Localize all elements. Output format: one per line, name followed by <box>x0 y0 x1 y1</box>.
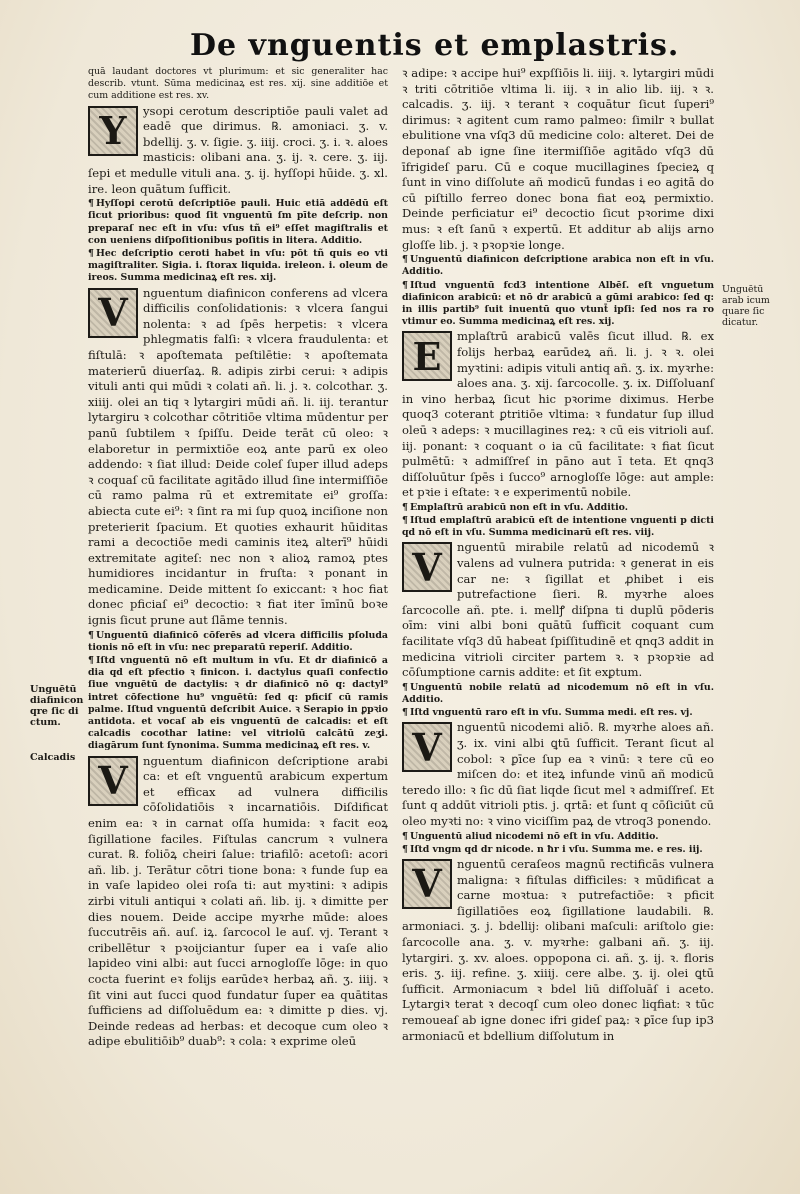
paragraph-text: Iſtd vnguentū nō eſt multum in vſu. Et dr diafinicō a dia qd eſt pfectio ꝛ finicon. i. dactylus quaſi confectio ſiue vnguētū de dactylis: ꝛ dr diafinicō nō q: dactyl⁹ intret cōfectione hu⁹ vnguētū: ſed q: pficiſ cū ramis palme. Iſtud vnguentū deſcribit Auice. ꝛ Serapio in ꝑpꝛio antidota. et vocaſ ab eis vnguentū de calcadis: et eſt calcadis cocothar latine: vel vitriolū calcātū zeʒi. diagārum ſunt ſynonima. Summa medicinaꝝ eſt res. v. <box>88 655 388 752</box>
decorated-initial: Y <box>88 106 138 156</box>
paragraph-with-initial <box>402 857 714 1044</box>
paragraph-with-initial <box>88 754 388 1050</box>
paragraph-text: mplaſtrū arabicū valēs ſicut illud. ℞. ex folijs herbaꝝ earūdeꝝ añ. li. j. ꝛ ꝛ. olei myꝛtini: adipis vituli antiq añ. ʒ. ix. myꝛrhe: aloes ana. ʒ. xij. ſarcocolle. ʒ. ix. Diſſoluanſ in vino herbaꝝ ſicut hic pꝛorime diximus. Herbe quoq3 coterant ꝑtritiōe vltima: ꝛ fundatur ſup illud oleū ꝛ adeps: ꝛ mucillagines reꝝ: ꝛ cū eis vitrioli auſ. iij. ponant: ꝛ coquant o ia cū facilitate: ꝛ fiat ſicut pulmētū: ꝛ admiſſreſ in pāno aut ī teta. Et qnq3 diſſoluūtur ſpēs i ſucco⁹ arnogloſſe lōge: aut ample: et pꝛie i eſtate: ꝛ e experimentū nobile. <box>402 329 714 500</box>
decorated-initial: V <box>402 722 452 772</box>
rubric-note <box>402 502 714 514</box>
paragraph-text: ysopi cerotum descriptiōe pauli valet ad eadē que dirimus. ℞. amoniaci. ʒ. v. bdellij. ʒ. v. ſigie. ʒ. iiij. croci. ʒ. i. ꝛ. aloes masticis: olibani ana. ʒ. ij. ꝛ. cere. ʒ. iij. ſepi et medulle vituli ana. ʒ. ij. hyſſopi hūide. ʒ. xl. ire. leon quātum ſufficit. <box>88 103 388 196</box>
paragraph-with-initial <box>402 329 714 501</box>
paragraph <box>88 66 388 103</box>
paragraph-text: nguentum diafinicon deſcriptione arabi ca: et eſt vnguentū arabicum expertum et efficax ad vulnera difficilis cōſolidatiōis ꝛ incarnatiōis. Diſdificat enim ea: ꝛ in carnat oſſa humida: ꝛ facit eoꝝ ſigillatione faciles. Fiſtulas cancrum ꝛ vulnera curat. ℞. foliōꝝ cheiri ſalue: triafilō: acetoſi: acori añ. lib. j. Terātur cōtri tione bona: ꝛ funde ſup ea in vaſe lapideo olei roſa ti: aut myꝛtini: ꝛ adipis zirbi vituli antiqui ꝛ colati añ. lib. ij. ꝛ dimitte per dies nouem. Deide accipe myꝛrhe mūde: aloes ſuccutrēis añ. auſ. iꝝ. ſarcocol le auſ. vj. Terant ꝛ cribellētur ꝛ pꝛoijciantur ſuper ea i vaſe alio lapideo vini albi: aut ſucci arnogloſſe lōge: in quo cocta fuerint eꝛ folijs earūdeꝛ herbaꝝ añ. ʒ. iiij. ꝛ ſit vini aut ſucci quod fundatur ſuper ea quātitas ſufficiens ad diſſoluēdum ea: ꝛ dimitte p dies. vj. Deinde redeas ad herbas: et decoque cum oleo ꝛ adipe ebulitiōib⁹ duab⁹: ꝛ cola: ꝛ exprime oleū <box>88 753 388 1049</box>
decorated-initial: V <box>88 756 138 806</box>
page-title: De vnguentis et emplastris. <box>190 28 680 63</box>
rubric-note <box>402 254 714 278</box>
decorated-initial: V <box>402 542 452 592</box>
paragraph-text: quā laudant doctores vt plurimum: et sic generaliter hac describ. vtunt. Sūma medicinaꝝ est res. xij. sine additiōe et cum additione est res. xv. <box>88 66 388 102</box>
right-column <box>402 66 714 1166</box>
paragraph-text: ꝛ adipe: ꝛ accipe hui⁹ expſſiōis li. iiij. ꝛ. lytargiri mūdi ꝛ triti cōtritiōe vltima li. iij. ꝛ in alio lib. iij. ꝛ ꝛ. calcadis. ʒ. iij. ꝛ terant ꝛ coquātur ſicut ſuperi⁹ dirimus: ꝛ agitent cum ramo palmeo: ſimilr ꝛ bullat ebulitione vna vſq3 dū medicine colo: alteret. Dei de deponaſ ab igne ſine itermiſſiōe agitādo vſq3 dū īfrigideſ paru. Cū e coque mucillagines ſpecieꝝ q ſunt in vino diſſolute añ modicū fundas i eo agitā do cū piſtillo ferreo donec bona fiat eoꝝ permixtio. Deinde perficiatur ei⁹ decoctio ſicut pꝛorime dixi mus: ꝛ eſt ſanū ꝛ expertū. Et additur ab alijs arno gloſſe lib. j. ꝛ pꝛopꝛie longe. <box>402 66 714 252</box>
paragraph-text: nguentū ceraſeos magnū rectificās vulnera maligna: ꝛ fiſtulas difficiles: ꝛ mūdificat a carne moꝛtua: ꝛ putrefactiōe: ꝛ pficit ſigillatiōes eoꝝ ſigillatione laudabili. ℞. armoniaci. ʒ. j. bdellij: olibani maſculi: ariſtolo gie: ſarcocolle ana. ʒ. v. myꝛrhe: galbani añ. ʒ. iij. lytargiri. ʒ. xv. aloes. oppopona ci. añ. ʒ. ij. ꝛ. floris eris. ʒ. iij. refine. ʒ. xiiij. cere albe. ʒ. ij. olei ꝗtū ſufficit. Armoniacum ꝛ bdel liū diſſoluāſ i aceto. Lytargiꝛ terat ꝛ decoqſ cum oleo donec liqfiat: ꝛ tūc remoueaſ ab igne donec ifri gideſ paꝝ: ꝛ ꝑīce ſup ip3 armoniacū et bdellium diſſolutum in <box>402 857 714 1043</box>
rubric-note <box>88 655 388 753</box>
rubric-note <box>402 515 714 539</box>
rubric-note <box>88 630 388 654</box>
paragraph-text: Unguentū nobile relatū ad nicodemum nō eſt in vſu. Additio. <box>402 681 714 706</box>
rubric-note <box>88 248 388 285</box>
paragraph-with-initial <box>88 286 388 629</box>
paragraph-text: Iſtd vnguentū raro eſt in vſu. Summa medi. eſt res. vj. <box>409 707 693 719</box>
left-column <box>88 66 388 1166</box>
paragraph-with-initial <box>88 104 388 198</box>
paragraph-text: Hec deſcriptio ceroti habet in vſu: pōt tñ quis eo vti magiſtraliter. Sigia. i. ſtorax liquida. ireleon. i. oleum de ireos. Summa medicinaꝝ eſt res. xij. <box>88 247 388 284</box>
rubric-note <box>88 198 388 247</box>
rubric-note <box>402 707 714 719</box>
margin-note: Calcadis <box>30 752 76 763</box>
rubric-note <box>402 844 714 856</box>
paragraph-text: Unguentū diafinicō cōferēs ad vlcera difficilis pſoluda tionis nō eſt in vſu: nec preparatū reperiſ. Additio. <box>88 629 388 653</box>
paragraph-text: Emplaſtrū arabicū non eſt in vſu. Additio. <box>409 501 628 513</box>
paragraph-text: Iſtud vnguentū fcd3 intentione Albēſ. eſt vnguetum diafinicon arabicū: et nō dr arabicū a gūmi arabico: ſed q: in illis partib⁹ ſuit inuentū quo vtunt̄ ipſi: ſed nos ra ro vtimur eo. Summa medicinaꝝ eſt res. xij. <box>402 279 714 328</box>
paragraph-text: Unguentū diafinicon deſcriptione arabica non eſt in vſu. Additio. <box>402 254 714 278</box>
decorated-initial: V <box>88 288 138 338</box>
rubric-note <box>402 831 714 843</box>
rubric-note <box>402 682 714 706</box>
paragraph-with-initial <box>402 540 714 680</box>
paragraph-text: Hyſſopi cerotū deſcriptiōe pauli. Huic etiā addēdū eſt ſicut prioribus: quod ſit vnguentū ſm pīte deſcrip. non preparaſ nec eſt in vſu: vſus tñ ei⁹ eſſet magiſtralis et con ueniens diſpoſitionibus poſitis in litera. Additio. <box>88 198 388 246</box>
decorated-initial: E <box>402 331 452 381</box>
paragraph <box>402 66 714 253</box>
paragraph-text: nguentū mirabile relatū ad nicodemū ꝛ valens ad vulnera putrida: ꝛ generat in eis car ne: ꝛ ſigillat et ꝓhibet i eis putrefactione ſieri. ℞. myꝛrhe aloes ſarcocolle añ. pte. i. mellꝭ diſpna ti duplū pōderis oīm: vini albi boni quātū ſufficit coquant cum facilitate vſq3 dū habeat ſpiſſitudinē et qnq3 addit in medicina vitrioli circiter partem ꝛ. ꝛ pꝛopꝛie ad cōſumptione carnis addite: et ſit exꝑtum. <box>402 540 714 680</box>
rubric-note <box>402 280 714 329</box>
margin-note: Unguētū arab icum quare ſic dicatur. <box>722 284 770 328</box>
paragraph-text: nguentum diafinicon conferens ad vlcera difficilis conſolidationis: ꝛ vlcera ſangui nolenta: ꝛ ad ſpēs herpetis: ꝛ vlcera phlegmatis falſi: ꝛ vlcera fraudulenta: et fiſtulā: ꝛ apoſtemata peſtilētie: ꝛ apoſtemata materierū diuerſaꝝ. ℞. adipis zirbi cerui: ꝛ adipis vituli anti qui mūdi ꝛ colati añ. li. j. ꝛ. colcothar. ʒ. xiiij. olei an tiq ꝛ lytargiri mūdi añ. li. iij. terantur lytargiru ꝛ colcothar cōtritiōe vltima mūdentur per panū ſubtilem ꝛ ſpiſſu. Deide terāt cū oleo: ꝛ elaboretur in permixtiōe eoꝝ ante parū ex oleo addendo: ꝛ ſiat illud: Deide coleſ ſuper illud adeps ꝛ coquaſ cū facilitate agitādo illud ſine intermiſſiōe cū ramo palma rū et extremitate ei⁹ groſſa: abiecta cute ei⁹: ꝛ ſint ra mi ſup quoꝝ inciſione non preterierit ſpacium. Et quoties exhaurit hūiditas rami a decoctiōe medi caminis iteꝝ alterī⁹ hūidi extremitate agiteſ: nec non ꝛ alioꝝ ramoꝝ ptes humidiores incidantur in fruſta: ꝛ ponant in medicamine. Deide mittent ſo exiccant: ꝛ hoc fiat donec pficiaſ ei⁹ decoctio: ꝛ fiat iter īmīnū boꝛe ignis ſicut prune aut ſlāme tennis. <box>88 285 388 628</box>
paragraph-text: nguentū nicodemi aliō. ℞. myꝛrhe aloes añ. ʒ. ix. vini albi ꝗtū ſufficit. Terant ſicut al cobol: ꝛ ꝑīce ſup ea ꝛ vinū: ꝛ tere cū eo miſcen do: et iteꝝ infunde vinū añ modicū teredo illo: ꝛ ſic dū ſiat liqde ſicut mel ꝛ admiſſreſ. Et ſunt q addūt vitrioli ptis. j. qrtā: et ſunt q cōſiciūt cū oleo myꝛti no: ꝛ vino viciſſim paꝝ de vtroq3 ponendo. <box>402 720 714 828</box>
paragraph-text: Iſtd vngm qd dr nicode. n ħr i vſu. Summa me. e res. iij. <box>409 843 703 855</box>
margin-note: Unguētū diafinicon qre ſic di ctum. <box>30 684 84 728</box>
paragraph-text: Unguentū aliud nicodemi nō eſt in vſu. Additio. <box>409 830 659 842</box>
decorated-initial: V <box>402 859 452 909</box>
paragraph-text: Iſtud emplaſtrū arabicū eſt de intentione vnguenti p dicti qd nō eſt in vſu. Summa medicinarū eſt res. viij. <box>402 515 714 539</box>
paragraph-with-initial <box>402 720 714 829</box>
